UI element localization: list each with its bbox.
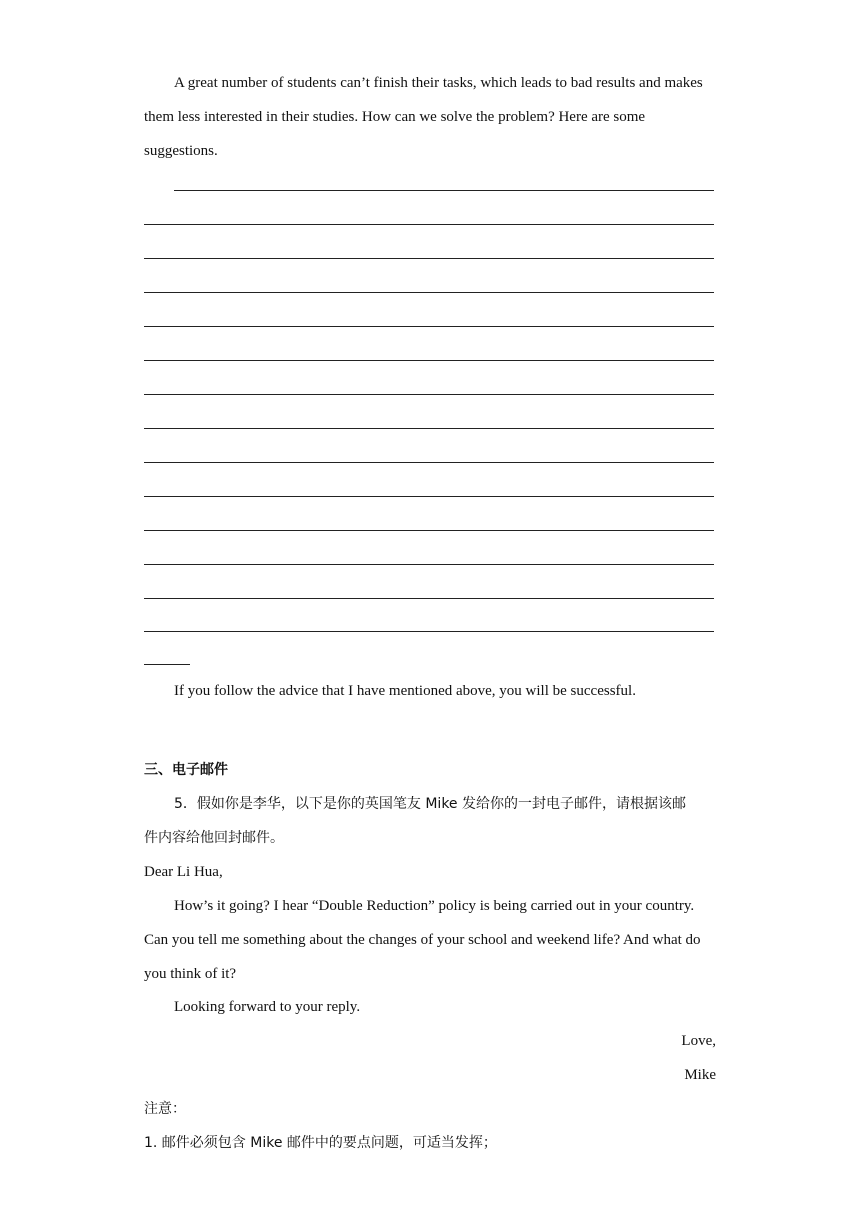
email-body-line-4: Looking forward to your reply.: [174, 999, 361, 1015]
answer-line[interactable]: [144, 598, 714, 599]
answer-line[interactable]: [144, 326, 714, 327]
notes-item-1: 1. 邮件必须包含 Mike 邮件中的要点问题，可适当发挥；: [144, 1135, 497, 1151]
answer-line[interactable]: [144, 224, 714, 225]
answer-line[interactable]: [144, 360, 714, 361]
intro-line-2: them less interested in their studies. How can we solve the problem? Here are some: [144, 109, 646, 125]
email-body-line-1: How’s it going? I hear “Double Reduction” policy is being carried out in your country.: [174, 898, 695, 914]
answer-line[interactable]: [174, 190, 714, 191]
answer-line[interactable]: [144, 496, 714, 497]
answer-line[interactable]: [144, 631, 714, 632]
question-line-1: 5．假如你是李华，以下是你的英国笔友 Mike 发给你的一封电子邮件，请根据该邮: [174, 796, 686, 812]
answer-line[interactable]: [144, 394, 714, 395]
answer-line[interactable]: [144, 292, 714, 293]
answer-line[interactable]: [144, 258, 714, 259]
answer-line[interactable]: [144, 428, 714, 429]
answer-line[interactable]: [144, 462, 714, 463]
intro-line-1: A great number of students can’t finish their tasks, which leads to bad results and makes: [174, 75, 703, 91]
intro-line-3: suggestions.: [144, 143, 218, 159]
email-signature: Mike: [684, 1067, 716, 1083]
question-line-2: 件内容给他回封邮件。: [144, 830, 284, 846]
answer-line-end[interactable]: [144, 664, 190, 665]
email-greeting: Dear Li Hua,: [144, 864, 223, 880]
email-body-line-3: you think of it?: [144, 966, 237, 982]
email-body-line-2: Can you tell me something about the changes of your school and weekend life? And what do: [144, 932, 701, 948]
answer-line[interactable]: [144, 564, 714, 565]
email-signoff: Love,: [681, 1033, 716, 1049]
section-heading: 三、电子邮件: [144, 762, 228, 778]
notes-label: 注意：: [144, 1101, 186, 1117]
closing-sentence: If you follow the advice that I have mentioned above, you will be successful.: [174, 683, 636, 699]
answer-line[interactable]: [144, 530, 714, 531]
